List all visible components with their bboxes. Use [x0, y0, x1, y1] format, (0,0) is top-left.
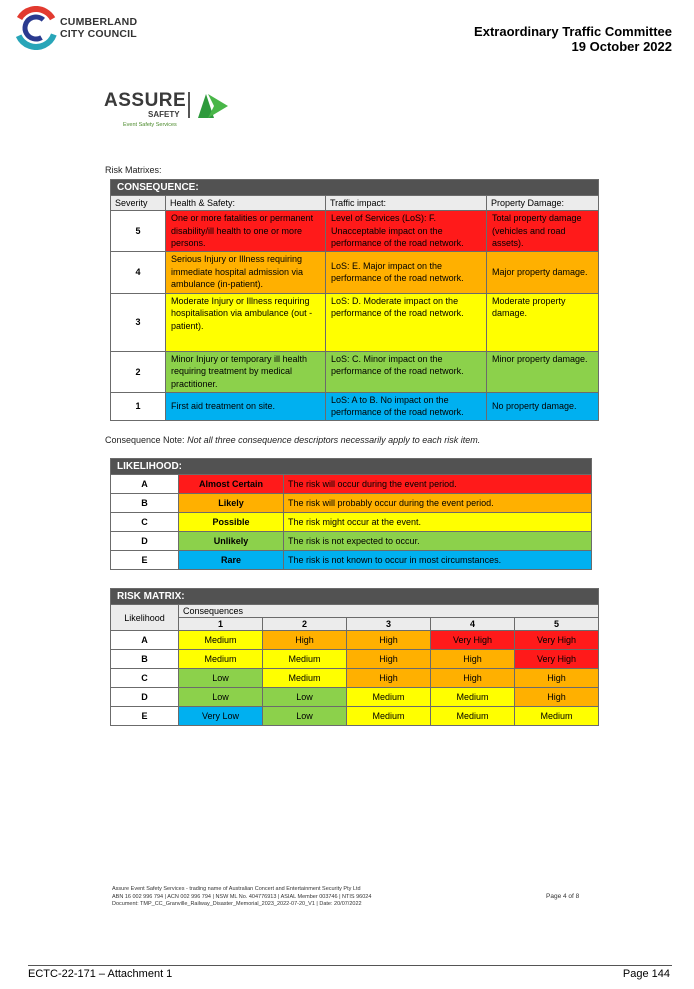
consequence-col-2: 2 [263, 618, 347, 631]
table-row [111, 211, 599, 252]
table-row [111, 251, 599, 293]
page-title [474, 24, 672, 54]
table-row [111, 551, 592, 570]
health-safety-cell: Minor Injury or temporary ill health requiring treatment by medical practitioner. [166, 351, 326, 392]
matrix-cell: High [431, 669, 515, 688]
property-damage-cell: Total property damage (vehicles and road assets). [487, 211, 599, 252]
likelihood-desc: The risk is not known to occur in most circumstances. [284, 551, 592, 570]
matrix-cell: Low [179, 669, 263, 688]
table-row [111, 475, 592, 494]
traffic-impact-cell: LoS: C. Minor impact on the performance of the road network. [326, 351, 487, 392]
likelihood-desc: The risk will occur during the event period. [284, 475, 592, 494]
risk-matrix-band: RISK MATRIX: [111, 589, 599, 605]
matrix-likelihood-code: C [111, 669, 179, 688]
matrix-cell: Medium [347, 707, 431, 726]
consequence-note-label: Consequence Note: [105, 435, 185, 445]
table-row [111, 532, 592, 551]
council-name-line2: CITY COUNCIL [60, 28, 137, 40]
matrix-cell: Low [179, 688, 263, 707]
risk-matrix-table [110, 588, 599, 726]
matrix-cell: High [347, 669, 431, 688]
matrix-cell: Medium [263, 650, 347, 669]
consequence-col-3: 3 [347, 618, 431, 631]
likelihood-header: Likelihood [111, 605, 179, 631]
likelihood-label: Likely [179, 494, 284, 513]
matrix-cell: Very High [515, 631, 599, 650]
consequences-header: Consequences [179, 605, 599, 618]
consequence-col-4: 4 [431, 618, 515, 631]
matrix-cell: Medium [263, 669, 347, 688]
matrix-cell: High [515, 669, 599, 688]
likelihood-code: C [111, 513, 179, 532]
matrix-likelihood-code: D [111, 688, 179, 707]
risk-matrixes-title: Risk Matrixes: [105, 165, 162, 175]
matrix-likelihood-code: E [111, 707, 179, 726]
table-row [111, 293, 599, 351]
likelihood-table [110, 458, 592, 570]
council-name [60, 16, 137, 40]
severity-cell: 3 [111, 293, 166, 351]
traffic-impact-cell: LoS: E. Major impact on the performance of the road network. [326, 251, 487, 293]
table-row [111, 351, 599, 392]
council-name-line1: CUMBERLAND [60, 16, 138, 28]
consequence-note-text: Not all three consequence descriptors necessarily apply to each risk item. [187, 435, 481, 445]
matrix-cell: Very High [515, 650, 599, 669]
likelihood-label: Almost Certain [179, 475, 284, 494]
matrix-cell: High [431, 650, 515, 669]
col-health-safety: Health & Safety: [166, 196, 326, 211]
property-damage-cell: No property damage. [487, 392, 599, 420]
likelihood-label: Rare [179, 551, 284, 570]
document-footer-info [112, 886, 371, 909]
matrix-cell: Medium [179, 650, 263, 669]
traffic-impact-cell: LoS: A to B. No impact on the performance of the road network. [326, 392, 487, 420]
matrix-cell: High [263, 631, 347, 650]
table-row [111, 392, 599, 420]
consequence-col-5: 5 [515, 618, 599, 631]
likelihood-code: E [111, 551, 179, 570]
table-row [111, 669, 599, 688]
severity-cell: 2 [111, 351, 166, 392]
matrix-cell: Low [263, 707, 347, 726]
likelihood-code: B [111, 494, 179, 513]
matrix-cell: Medium [179, 631, 263, 650]
likelihood-desc: The risk is not expected to occur. [284, 532, 592, 551]
matrix-cell: Medium [431, 707, 515, 726]
matrix-cell: High [515, 688, 599, 707]
col-severity: Severity [111, 196, 166, 211]
severity-cell: 5 [111, 211, 166, 252]
matrix-cell: Medium [515, 707, 599, 726]
table-row [111, 707, 599, 726]
table-row [111, 513, 592, 532]
consequence-band: CONSEQUENCE: [111, 180, 599, 196]
likelihood-desc: The risk will probably occur during the event period. [284, 494, 592, 513]
matrix-likelihood-code: A [111, 631, 179, 650]
table-row [111, 688, 599, 707]
matrix-likelihood-code: B [111, 650, 179, 669]
likelihood-code: D [111, 532, 179, 551]
matrix-cell: Very Low [179, 707, 263, 726]
col-traffic-impact: Traffic impact: [326, 196, 487, 211]
assure-logo-word: ASSURE [104, 90, 187, 111]
likelihood-band: LIKELIHOOD: [111, 459, 592, 475]
matrix-cell: Very High [431, 631, 515, 650]
traffic-impact-cell: LoS: D. Moderate impact on the performance of the road network. [326, 293, 487, 351]
health-safety-cell: Serious Injury or Illness requiring immediate hospital admission via ambulance (in-patient). [166, 251, 326, 293]
table-row [111, 631, 599, 650]
health-safety-cell: Moderate Injury or Illness requiring hospitalisation via ambulance (out -patient). [166, 293, 326, 351]
likelihood-desc: The risk might occur at the event. [284, 513, 592, 532]
assure-logo-subtitle: Event Safety Services [123, 122, 177, 128]
health-safety-cell: First aid treatment on site. [166, 392, 326, 420]
health-safety-cell: One or more fatalities or permanent disability/ill health to one or more persons. [166, 211, 326, 252]
matrix-cell: Medium [347, 688, 431, 707]
assure-logo-icon [188, 92, 232, 120]
consequence-note [105, 435, 480, 445]
consequence-col-1: 1 [179, 618, 263, 631]
page-number: Page 144 [622, 968, 670, 980]
committee-date: 19 October 2022 [571, 39, 672, 54]
matrix-cell: High [347, 631, 431, 650]
consequence-table [110, 179, 599, 421]
matrix-cell: Medium [431, 688, 515, 707]
assure-logo-safety: SAFETY [148, 110, 180, 119]
likelihood-label: Possible [179, 513, 284, 532]
footer-divider [28, 965, 672, 966]
property-damage-cell: Minor property damage. [487, 351, 599, 392]
matrix-cell: High [347, 650, 431, 669]
severity-cell: 4 [111, 251, 166, 293]
property-damage-cell: Moderate property damage. [487, 293, 599, 351]
attachment-label: ECTC-22-171 – Attachment 1 [28, 968, 173, 980]
traffic-impact-cell: Level of Services (LoS): F. Unacceptable impact on the performance of the road network. [326, 211, 487, 252]
col-property-damage: Property Damage: [487, 196, 599, 211]
footer-line-3: Document: TMP_CC_Granville_Railway_Disaster_Memorial_2023_2022-07-20_V1 | Date: 20/07/2022 [112, 901, 362, 907]
footer-line-1: Assure Event Safety Services - trading name of Australian Concert and Entertainment Security Pty Ltd [112, 886, 361, 892]
table-row [111, 494, 592, 513]
property-damage-cell: Major property damage. [487, 251, 599, 293]
severity-cell: 1 [111, 392, 166, 420]
likelihood-code: A [111, 475, 179, 494]
footer-line-2: ABN 16 002 996 794 | ACN 002 996 794 | NSW ML No. 404776913 | ASIAL Member 003746 | NTIS 96024 [112, 893, 372, 900]
likelihood-label: Unlikely [179, 532, 284, 551]
committee-title: Extraordinary Traffic Committee [474, 24, 672, 39]
inner-page-number: Page 4 of 8 [546, 893, 580, 900]
table-row [111, 650, 599, 669]
matrix-cell: Low [263, 688, 347, 707]
